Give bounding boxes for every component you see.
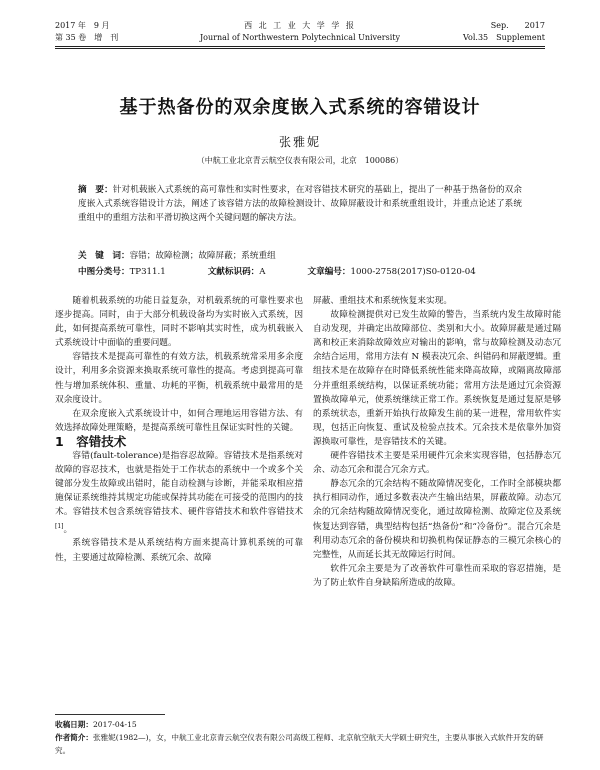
author-bio xyxy=(55,731,545,757)
paper-author: 张雅妮 xyxy=(278,135,321,149)
received-date xyxy=(55,718,545,731)
keywords-label: 关 键 词： xyxy=(78,251,130,261)
citation-ref: [1] xyxy=(55,522,64,530)
article-number-label: 文章编号： xyxy=(307,267,351,277)
fault-tolerance-paragraph: 容错(fault-tolerance)是指容忍故障。容错技术是指系统对故障的容忍技术，也就是指处于工作状态的系统中一个或多个关键部分发生故障或出错时，能自动检测与诊断，并能采取相应措施保证系统维持其规定功能或保持其功能在可接受的范围内的技术。容错技术包含系统容错技术、硬件容错技术和软件容错技术[1]。 xyxy=(55,451,303,535)
software-redundancy-paragraph: 软件冗余主要是为了改善软件可靠性而采取的容忍措施，是为了防止软件自身缺陷所造成的故障。 xyxy=(313,563,561,588)
intro-paragraph-2: 容错技术是提高可靠性的有效方法，机载系统常采用多余度设计，利用多余资源来换取系统可靠性的提高。考虑到提高可靠性与增加系统体积、重量、功耗的平衡，机载系统中最常用的是双余度设计。 xyxy=(55,352,303,405)
hardware-fault-tolerance-paragraph: 硬件容错技术主要是采用硬件冗余来实现容错，包括静态冗余、动态冗余和混合冗余方式。 xyxy=(313,451,561,476)
header-rule-2 xyxy=(55,48,545,49)
keywords xyxy=(78,249,522,263)
right-column xyxy=(313,294,561,590)
abstract-text: 针对机载嵌入式系统的高可靠性和实时性要求，在对容错技术研究的基础上，提出了一种基于热备份的双余度嵌入式系统容错设计方法，阐述了该容错方法的故障检测设计、故障屏蔽设计和系统重组设计，并重点论述了系统重组中的重组方法和平滑切换这两个关键问题的解决方法。 xyxy=(78,185,522,223)
header-date-en: Sep. 2017 xyxy=(490,21,545,30)
intro-paragraph-1: 随着机载系统的功能日益复杂，对机载系统的可靠性要求也逐步提高。同时，由于大部分机载设备均为实时嵌入式系统，因此，如何提高系统可靠性，同时不影响其实时性，成为机载嵌入式系统设计中面临的重要问题。 xyxy=(55,296,303,349)
fault-detection-paragraph: 故障检测提供对已发生故障的警告，当系统内发生故障时能自动发现，并确定出故障部位、类别和大小。故障屏蔽是通过隔离和校正来消除故障效应对输出的影响，常与故障检测及动态冗余结合运用，常用方法有 N 模表决冗余、纠错码和屏蔽逻辑。重组技术是在故障存在时降低系统性能来降高故障，或隔离故障部分并重组系统结构，以保证系统功能；常用方法是通过冗余资源置换故障单元，使系统继续正常工作。系统恢复是通过复原是够的系统状态，重新开始执行故障发生前的某一进程，常用软件实现，包括正向恢复、重试及检验点技术。冗余技术是依靠外加资源换取可靠性，是容错技术的关键。 xyxy=(313,310,561,447)
intro-paragraph-3: 在双余度嵌入式系统设计中，如何合理地运用容错方法、有效选择故障处理策略，是提高系统可靠性且保证实时性的关键。 xyxy=(55,408,303,433)
abstract-label: 摘 要： xyxy=(78,185,113,195)
static-redundancy-paragraph: 静态冗余的冗余结构不随故障情况变化，工作时全部模块都执行相同动作，通过多数表决产生输出结果，屏蔽故障。动态冗余的冗余结构随故障情况变化，通过故障检测、故障定位及系统恢复达到容错，典型结构包括“热备份”和“冷备份”。混合冗余是利用动态冗余的备份模块和切换机构保证静态的三模冗余核心的完整性，从而延长其无故障运行时间。 xyxy=(313,479,561,560)
classification-line xyxy=(78,265,476,279)
received-label: 收稿日期： xyxy=(55,720,93,729)
header-rule xyxy=(55,46,545,47)
clc-label: 中图分类号： xyxy=(78,267,130,277)
paper-title: 基于热备份的双余度嵌入式系统的容错设计 xyxy=(119,97,481,118)
author-bio-label: 作者简介： xyxy=(55,733,93,742)
author-bio-text: 张雅妮(1982—)，女，中航工业北京青云航空仪表有限公司高级工程师、北京航空航天大学硕士研究生，主要从事嵌入式软件开发的研究。 xyxy=(55,733,544,755)
fault-tolerance-text: 容错(fault-tolerance)是指容忍故障。容错技术是指系统对故障的容忍技术，也就是指处于工作状态的系统中一个或多个关键部分发生故障或出错时，能自动检测与诊断，并能采取相应措施保证系统维持其规定功能或保持其功能在可接受的范围内的技术。容错技术包含系统容错技术、硬件容错技术和软件容错技术 xyxy=(55,451,303,518)
right-paragraph-continued: 屏蔽、重组技术和系统恢复来实现。 xyxy=(313,296,452,306)
system-fault-tolerance-paragraph: 系统容错技术是从系统结构方面来提高计算机系统的可靠性，主要通过故障检测、系统冗余、故障 xyxy=(55,538,303,563)
footnote xyxy=(55,718,545,757)
received-value: 2017-04-15 xyxy=(92,720,137,729)
header-volume-en: Vol.35 Supplement xyxy=(463,33,545,42)
article-number-value: 1000-2758(2017)S0-0120-04 xyxy=(350,267,476,277)
keywords-text: 容错；故障检测；故障屏蔽；系统重组 xyxy=(129,251,276,261)
header-journal-cn: 西 北 工 业 大 学 学 报 xyxy=(244,21,356,30)
footnote-rule xyxy=(55,714,165,715)
header-volume: 第 35 卷 增 刊 xyxy=(55,33,119,42)
clc-value: TP311.1 xyxy=(129,267,166,277)
header-journal-en: Journal of Northwestern Polytechnical University xyxy=(199,33,401,42)
abstract xyxy=(78,183,522,225)
section-heading-1: 1 容错技术 xyxy=(55,433,127,449)
doc-code-value: A xyxy=(259,267,266,277)
doc-code-label: 文献标识码： xyxy=(207,267,260,277)
header-issue-date: 2017 年 9 月 xyxy=(55,21,110,30)
left-column xyxy=(55,294,303,565)
author-affiliation: （中航工业北京青云航空仪表有限公司，北京 100086） xyxy=(196,156,404,165)
